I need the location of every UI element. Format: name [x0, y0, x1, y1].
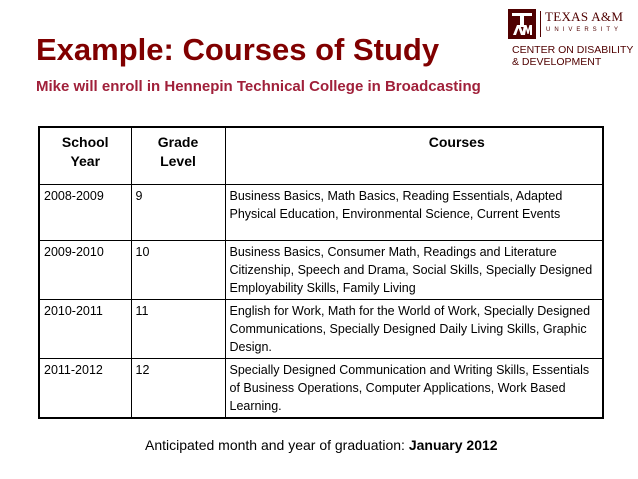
cell-grade-level: 12 [131, 359, 225, 419]
logo-university-name: TEXAS A&M [545, 9, 624, 24]
table-row [39, 185, 603, 241]
header-grade-level [131, 127, 225, 185]
logo-center-line-2: & DEVELOPMENT [512, 56, 602, 68]
header-grade-level-line-1: Grade [157, 134, 199, 150]
header-school-year-line-2: Year [70, 153, 101, 169]
logo-university-word: UNIVERSITY [546, 27, 623, 33]
logo-center-name [512, 44, 633, 68]
header-grade-level-line-2: Level [160, 153, 196, 169]
tamu-atm-mark-icon [508, 9, 536, 39]
courses-table [38, 126, 604, 419]
cell-school-year: 2011-2012 [39, 359, 131, 419]
table-row [39, 300, 603, 359]
table-header-row [39, 127, 603, 185]
table-row [39, 241, 603, 300]
graduation-label: Anticipated month and year of graduation: [145, 437, 409, 453]
cell-grade-level: 11 [131, 300, 225, 359]
logo-divider [540, 11, 541, 37]
tamu-cdd-logo [508, 6, 636, 66]
cell-grade-level: 10 [131, 241, 225, 300]
table-row [39, 359, 603, 419]
header-school-year-line-1: School [61, 134, 109, 150]
header-school-year [39, 127, 131, 185]
graduation-note [145, 436, 498, 454]
graduation-date: January 2012 [408, 437, 498, 453]
cell-school-year: 2010-2011 [39, 300, 131, 359]
cell-courses: Business Basics, Consumer Math, Readings and Literature Citizenship, Speech and Drama, Social Skills, Specially Designed Employability Skills, Family Living [225, 241, 603, 300]
cell-courses: English for Work, Math for the World of Work, Specially Designed Communications, Specially Designed Daily Living Skills, Graphic Design. [225, 300, 603, 359]
cell-courses: Specially Designed Communication and Writing Skills, Essentials of Business Operations, Computer Applications, Work Based Learning. [225, 359, 603, 419]
cell-school-year: 2008-2009 [39, 185, 131, 241]
cell-grade-level: 9 [131, 185, 225, 241]
slide-title: Example: Courses of Study [36, 32, 440, 67]
cell-courses: Business Basics, Math Basics, Reading Essentials, Adapted Physical Education, Environmental Science, Current Events [225, 185, 603, 241]
cell-school-year: 2009-2010 [39, 241, 131, 300]
header-courses-label: Courses [428, 134, 485, 150]
header-courses [225, 127, 603, 185]
logo-center-line-1: CENTER ON DISABILITY [512, 44, 634, 56]
slide-subtitle: Mike will enroll in Hennepin Technical College in Broadcasting [36, 78, 481, 95]
